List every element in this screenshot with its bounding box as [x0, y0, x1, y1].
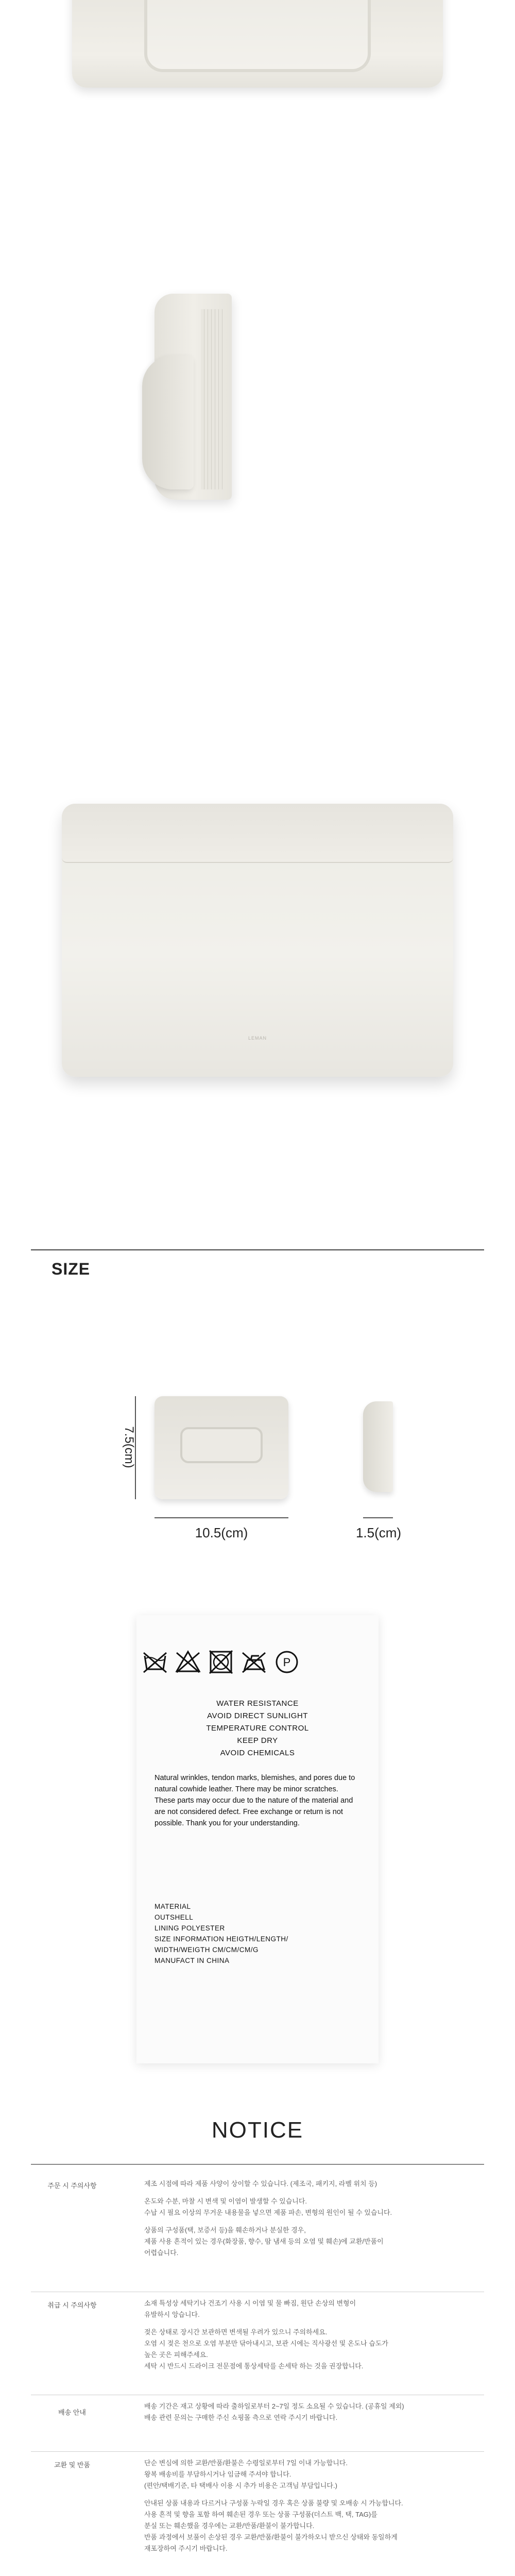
notice-line	[144, 2190, 474, 2196]
material-line: MANUFACT IN CHINA	[154, 1957, 230, 1964]
notice-line: 안내된 상품 내용과 다르거나 구성품 누락일 경우 혹은 상품 불량 및 오배송 시 가능합니다.	[144, 2499, 403, 2507]
notice-row-label: 배송 안내	[58, 2409, 86, 2416]
notice-line	[144, 2218, 474, 2225]
notice-title: NOTICE	[211, 2117, 304, 2143]
material-line: WIDTH/WEIGTH CM/CM/CM/G	[154, 1946, 259, 1954]
notice-top-rule	[31, 2164, 484, 2165]
material-line: MATERIAL	[154, 1903, 191, 1910]
notice-line: 사용 흔적 및 향을 포함 하여 훼손된 경우 또는 상품 구성품(더스트 백, 택, TAG)를	[144, 2511, 377, 2518]
notice-line: 재포장하여 주시기 바랍니다.	[144, 2545, 228, 2552]
notice-line: 소재 특성상 세탁기나 건조기 사용 시 이염 및 물 빠짐, 원단 손상의 변형이	[144, 2299, 356, 2307]
width-label: 10.5(cm)	[195, 1525, 248, 1540]
notice-line: 온도와 수분, 마찰 시 변색 및 이염이 발생할 수 있습니다.	[144, 2197, 307, 2205]
no-wash-icon	[142, 1649, 168, 1675]
notice-line: 왕복 배송비를 부담하시거나 임금해 주셔야 합니다.	[144, 2470, 291, 2478]
notice-row-text	[144, 2401, 474, 2424]
notice-row	[0, 2298, 515, 2391]
care-instruction: KEEP DRY	[237, 1736, 278, 1745]
depth-label: 1.5(cm)	[355, 1525, 402, 1540]
notice-row-text	[144, 2458, 474, 2554]
notice-line: 배송 기간은 재고 상황에 따라 출하일로부터 2~7일 정도 소요될 수 있습니다. (공휴일 제외)	[144, 2402, 404, 2410]
no-tumble-dry-icon	[208, 1649, 234, 1675]
care-instruction: TEMPERATURE CONTROL	[206, 1724, 309, 1733]
care-instructions	[149, 1698, 366, 1759]
leather-note: Natural wrinkles, tendon marks, blemishes, and pores due to natural cowhide leather. There may be minor scratches. These parts may occur due to the nature of the material and are not considered defect. Free exchange or return is not possible. Thank you for your understanding.	[154, 1774, 355, 1827]
wallet-side-photo	[0, 216, 515, 618]
notice-row-divider	[31, 2451, 484, 2452]
size-divider	[31, 1249, 484, 1250]
notice-line: 제품 사용 흔적이 있는 경우(화장품, 향수, 땀 냄새 등의 오염 및 훼손)에 교환/반품이	[144, 2238, 384, 2245]
care-instruction: AVOID DIRECT SUNLIGHT	[207, 1711, 308, 1720]
size-side-image	[363, 1401, 393, 1492]
care-label-card	[136, 1615, 379, 2063]
wallet-card-layers	[201, 309, 226, 489]
dry-clean-p-icon	[273, 1649, 300, 1675]
notice-row	[0, 2178, 515, 2287]
no-iron-icon	[241, 1649, 267, 1675]
material-line: SIZE INFORMATION HEIGTH/LENGTH/	[154, 1935, 288, 1943]
svg-text:P: P	[283, 1656, 291, 1669]
size-front-strap	[180, 1427, 263, 1463]
notice-line: 오염 시 젖은 천으로 오염 부분만 닦아내시고, 보관 시에는 직사광선 및 온도나 습도가	[144, 2340, 388, 2347]
width-dimension-line	[154, 1517, 288, 1518]
care-icons	[142, 1649, 306, 1680]
notice-line: 배송 관련 문의는 구매한 주신 쇼핑몰 측으로 연락 주시기 바랍니다.	[144, 2414, 338, 2421]
notice-line: 단순 변심에 의한 교환/반품/환불은 수령일로부터 7일 이내 가능합니다.	[144, 2459, 348, 2467]
notice-row	[0, 2458, 515, 2576]
material-line: LINING POLYESTER	[154, 1924, 225, 1932]
depth-dimension-line	[363, 1517, 393, 1518]
notice-line: 분실 또는 훼손했을 경우에는 교환/반품/환불이 불가합니다.	[144, 2522, 315, 2530]
notice-line: 어렵습니다.	[144, 2249, 179, 2257]
notice-line: 수납 시 필요 이상의 무거운 내용물을 넣으면 제품 파손, 변형의 원인이 될 수 있습니다.	[144, 2209, 392, 2216]
notice-line: 유발하시 앙습니다.	[144, 2311, 200, 2318]
notice-line: 상품의 구성품(택, 보증서 등)을 훼손하거나 분실한 경우,	[144, 2226, 306, 2234]
notice-line: 세탁 시 반드시 드라이크 전문점에 통상세탁를 손세탁 하는 것을 권장합니다.	[144, 2362, 364, 2370]
no-bleach-icon	[175, 1649, 201, 1675]
notice-row-label: 주문 시 주의사항	[47, 2182, 97, 2190]
notice-row-label: 취급 시 주의사항	[47, 2301, 97, 2309]
notice-line: 제조 시점에 따라 제품 사양이 상이할 수 있습니다. (제조국, 패키지, 라벨 위치 등)	[144, 2180, 377, 2188]
notice-row-label: 교환 및 반품	[54, 2461, 90, 2469]
care-instruction: AVOID CHEMICALS	[220, 1749, 295, 1757]
material-line: OUTSHELL	[154, 1913, 194, 1921]
notice-line: 젖은 상태로 장시간 보관하면 변색될 우려가 있으니 주의하세요.	[144, 2328, 328, 2336]
notice-line	[144, 2320, 474, 2327]
notice-row	[0, 2401, 515, 2447]
notice-line: 반품 과정에서 보풀이 손상된 경우 교환/반품/환불이 불가하오니 받으신 상태와 동일하게	[144, 2533, 398, 2541]
wallet-top-photo	[0, 0, 515, 134]
notice-row-text	[144, 2178, 474, 2259]
care-instruction: WATER RESISTANCE	[216, 1699, 299, 1708]
notice-line: (편안/택배기준, 타 택배사 이용 시 추가 비용은 고객님 부담입니다.)	[144, 2482, 337, 2489]
height-label: 7.5(cm)	[122, 1426, 136, 1468]
size-title: SIZE	[52, 1260, 91, 1278]
material-info	[154, 1901, 360, 1966]
notice-line	[144, 2492, 474, 2498]
notice-line: 높은 곳은 피해주세요.	[144, 2351, 208, 2359]
brand-logo: LEMAN	[248, 1036, 267, 1041]
wallet-strap	[144, 0, 371, 72]
notice-row-text	[144, 2298, 474, 2372]
wallet-back-flap	[62, 804, 453, 863]
wallet-side-flap	[142, 355, 194, 489]
